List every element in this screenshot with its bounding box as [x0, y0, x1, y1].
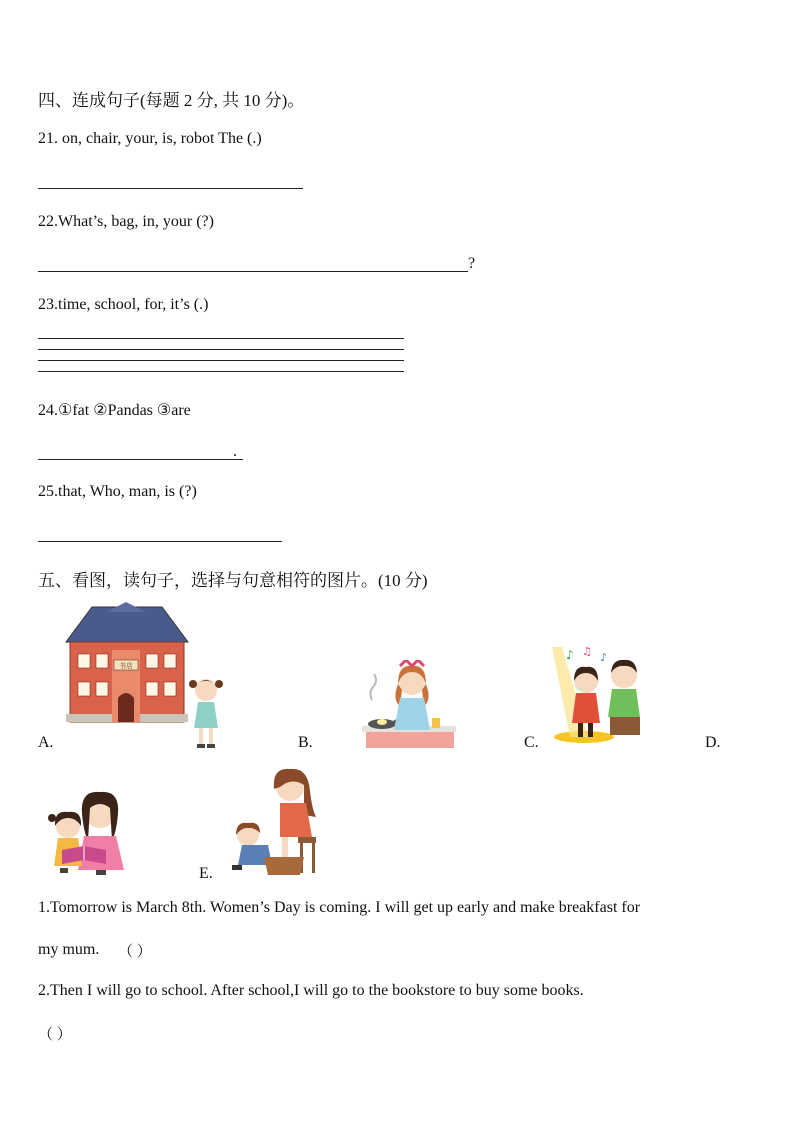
answer-blank-1[interactable]: （ ）: [118, 944, 152, 960]
section-4-heading: 四、连成句子(每题 2 分, 共 10 分)。: [38, 91, 305, 110]
svg-text:♫: ♫: [582, 645, 592, 658]
sentence-2-line-1: 2.Then I will go to school. After school,I will go to the bookstore to buy some books.: [38, 982, 584, 999]
sentence-1-line-1: 1.Tomorrow is March 8th. Women’s Day is coming. I will get up early and make breakfast for: [38, 899, 641, 916]
svg-text:♪: ♪: [600, 651, 608, 664]
question-24: 24.①fat ②Pandas ③are: [38, 402, 191, 419]
answer-line-24[interactable]: [38, 459, 243, 460]
option-d-label: D.: [705, 734, 721, 751]
option-c-label: C.: [524, 734, 539, 751]
question-25: 25.that, Who, man, is (?): [38, 483, 197, 500]
answer-line-22[interactable]: [38, 271, 468, 272]
answer-line-23a[interactable]: [38, 338, 404, 339]
sentence-1-line-2: my mum.: [38, 941, 100, 958]
question-22: 22.What’s, bag, in, your (?): [38, 213, 214, 230]
section-5-heading: 五、看图，读句子，选择与句意相符的图片。(10 分): [38, 571, 428, 590]
picture-c-singing: [548, 645, 650, 745]
picture-e-washing-feet: [228, 765, 324, 877]
bookstore-sign: 书店: [119, 662, 133, 670]
answer-line-23b[interactable]: [38, 349, 404, 350]
svg-text:♪: ♪: [566, 648, 574, 662]
answer-line-25[interactable]: [38, 541, 282, 542]
question-22-end-mark: ?: [468, 255, 476, 272]
answer-blank-2[interactable]: （ ）: [38, 1027, 72, 1043]
question-23: 23.time, school, for, it’s (.): [38, 296, 209, 313]
answer-line-23c[interactable]: [38, 360, 404, 361]
picture-b-cooking: [362, 660, 456, 750]
option-e-label: E.: [199, 865, 213, 882]
question-24-end-mark: .: [233, 443, 237, 460]
question-21: 21. on, chair, your, is, robot The (.): [38, 130, 262, 147]
option-a-label: A.: [38, 734, 54, 751]
answer-line-21[interactable]: [38, 188, 303, 189]
picture-a-bookstore: [62, 602, 227, 750]
picture-d-reading: [40, 784, 130, 876]
answer-line-23d[interactable]: [38, 371, 404, 372]
option-b-label: B.: [298, 734, 313, 751]
